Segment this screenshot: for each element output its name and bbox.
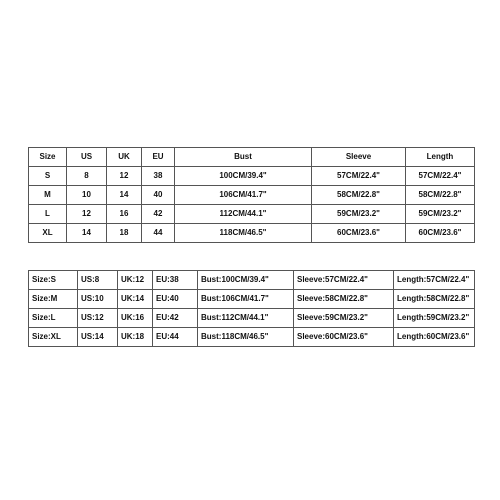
size-detail-table	[28, 270, 475, 347]
table-cell-bust: 112CM/44.1"	[175, 205, 312, 224]
table-cell-bust: 100CM/39.4"	[175, 167, 312, 186]
table-cell-uk: 16	[107, 205, 142, 224]
column-header-sleeve: Sleeve	[312, 148, 406, 167]
table-cell-sleeve: Sleeve:58CM/22.8"	[294, 290, 394, 309]
table-cell-size: Size:S	[29, 271, 78, 290]
table-cell-size: M	[29, 186, 67, 205]
table-cell-uk: 18	[107, 224, 142, 243]
table-header-row	[29, 148, 475, 167]
table-row	[29, 290, 475, 309]
table-cell-length: Length:59CM/23.2"	[394, 309, 475, 328]
table-cell-sleeve: 60CM/23.6"	[312, 224, 406, 243]
table-cell-length: Length:57CM/22.4"	[394, 271, 475, 290]
table-cell-sleeve: Sleeve:59CM/23.2"	[294, 309, 394, 328]
table-cell-length: Length:58CM/22.8"	[394, 290, 475, 309]
table-cell-size: L	[29, 205, 67, 224]
table-cell-us: 14	[67, 224, 107, 243]
table-cell-bust: Bust:106CM/41.7"	[198, 290, 294, 309]
table-cell-sleeve: 59CM/23.2"	[312, 205, 406, 224]
table-row	[29, 309, 475, 328]
table-cell-eu: 38	[142, 167, 175, 186]
table-cell-uk: UK:14	[118, 290, 153, 309]
table-cell-us: US:8	[78, 271, 118, 290]
column-header-us: US	[67, 148, 107, 167]
table-cell-sleeve: Sleeve:57CM/22.4"	[294, 271, 394, 290]
column-header-uk: UK	[107, 148, 142, 167]
column-header-size: Size	[29, 148, 67, 167]
table-cell-eu: EU:44	[153, 328, 198, 347]
table-cell-sleeve: 57CM/22.4"	[312, 167, 406, 186]
table-cell-eu: EU:42	[153, 309, 198, 328]
column-header-bust: Bust	[175, 148, 312, 167]
table-cell-bust: Bust:112CM/44.1"	[198, 309, 294, 328]
table-cell-eu: 44	[142, 224, 175, 243]
table-row	[29, 271, 475, 290]
table-cell-bust: 106CM/41.7"	[175, 186, 312, 205]
table-cell-us: 10	[67, 186, 107, 205]
table-cell-bust: Bust:118CM/46.5"	[198, 328, 294, 347]
table-cell-uk: 12	[107, 167, 142, 186]
table-cell-size: Size:XL	[29, 328, 78, 347]
table-cell-eu: 40	[142, 186, 175, 205]
table-cell-eu: 42	[142, 205, 175, 224]
table-row	[29, 186, 475, 205]
table-cell-length: 60CM/23.6"	[406, 224, 475, 243]
table-cell-us: US:12	[78, 309, 118, 328]
table-cell-length: 59CM/23.2"	[406, 205, 475, 224]
table-row	[29, 224, 475, 243]
table-cell-size: Size:L	[29, 309, 78, 328]
table-cell-length: Length:60CM/23.6"	[394, 328, 475, 347]
table-cell-size: Size:M	[29, 290, 78, 309]
table-cell-us: US:14	[78, 328, 118, 347]
table-cell-us: 12	[67, 205, 107, 224]
table-cell-sleeve: Sleeve:60CM/23.6"	[294, 328, 394, 347]
table-cell-size: S	[29, 167, 67, 186]
table-cell-length: 57CM/22.4"	[406, 167, 475, 186]
table-cell-uk: UK:12	[118, 271, 153, 290]
column-header-length: Length	[406, 148, 475, 167]
table-cell-uk: UK:16	[118, 309, 153, 328]
table-cell-uk: UK:18	[118, 328, 153, 347]
table-cell-bust: Bust:100CM/39.4"	[198, 271, 294, 290]
table-cell-eu: EU:40	[153, 290, 198, 309]
table-cell-eu: EU:38	[153, 271, 198, 290]
table-cell-sleeve: 58CM/22.8"	[312, 186, 406, 205]
table-cell-bust: 118CM/46.5"	[175, 224, 312, 243]
table-row	[29, 205, 475, 224]
size-chart-table	[28, 147, 475, 243]
table-cell-length: 58CM/22.8"	[406, 186, 475, 205]
table-row	[29, 167, 475, 186]
table-cell-us: 8	[67, 167, 107, 186]
table-cell-uk: 14	[107, 186, 142, 205]
column-header-eu: EU	[142, 148, 175, 167]
table-cell-us: US:10	[78, 290, 118, 309]
table-row	[29, 328, 475, 347]
table-cell-size: XL	[29, 224, 67, 243]
